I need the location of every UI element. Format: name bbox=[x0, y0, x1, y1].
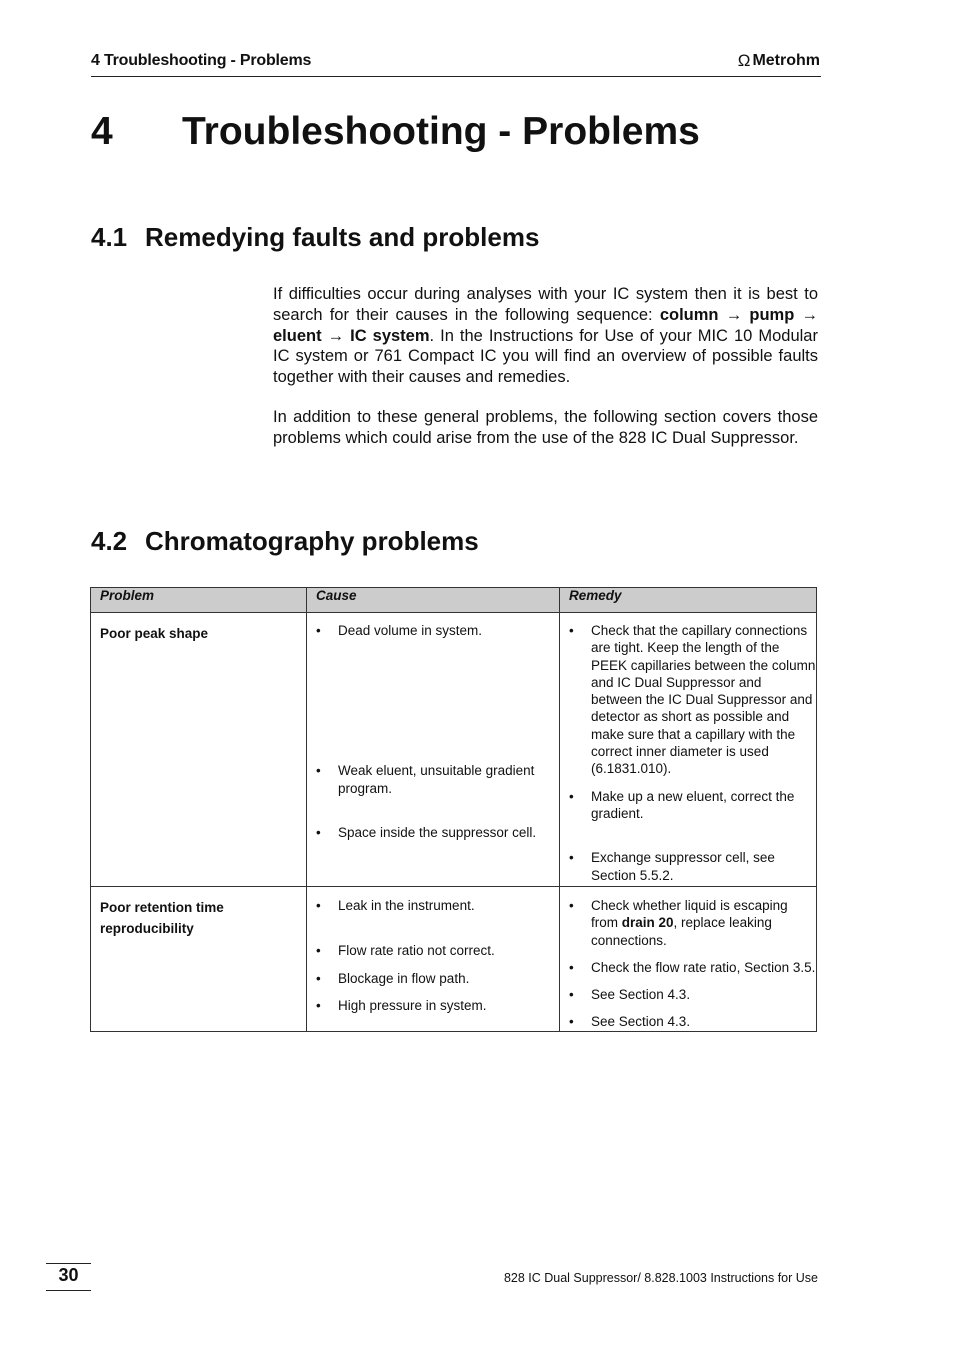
footer-divider bbox=[46, 1263, 91, 1264]
list-item: • High pressure in system. bbox=[316, 997, 487, 1013]
list-item: • Check whether liquid is escaping from drain 20, replace leaking connections. bbox=[569, 898, 788, 948]
table-header-row bbox=[91, 588, 817, 613]
section-heading-4-2 bbox=[91, 526, 479, 557]
table-row bbox=[91, 613, 817, 887]
list-item: • Blockage in flow path. bbox=[316, 970, 470, 986]
problem-cell: Poor retention time reproducibility bbox=[91, 887, 307, 1032]
intro-paragraph: If difficulties occur during analyses with your IC system then it is best to search for their causes in the following sequence: column → pump → eluent → IC system. In the Instructions for Use of your MIC 10 Modular IC system or 761 Compact IC you will find an overview of possible faults together with their causes and remedies. bbox=[273, 285, 819, 387]
list-item: • Make up a new eluent, correct the gradient. bbox=[569, 788, 795, 821]
list-item: • Leak in the instrument. bbox=[316, 898, 475, 913]
cause-cell bbox=[307, 613, 560, 887]
omega-icon: Ω bbox=[737, 51, 751, 70]
running-header: 4 Troubleshooting - Problems bbox=[91, 52, 312, 69]
general-problems-paragraph: In addition to these general problems, the following section covers those problems which could arise from the use of the 828 IC Dual Suppressor. bbox=[273, 408, 818, 447]
page-number: 30 bbox=[58, 1265, 79, 1285]
header-cause: Cause bbox=[307, 588, 560, 613]
footer-doc-title: 828 IC Dual Suppressor/ 8.828.1003 Instructions for Use bbox=[503, 1271, 818, 1285]
logo-text: Metrohm bbox=[752, 52, 820, 69]
remedy-cell bbox=[560, 613, 817, 887]
table-row bbox=[91, 887, 817, 1032]
section-title: Remedying faults and problems bbox=[145, 222, 540, 252]
list-item: • Check that the capillary connections are tight. Keep the length of the PEEK capillaries between the column and IC Dual Suppressor and between the IC Dual Suppressor and detector as short as possible and make sure that a capillary with the correct inner diameter is used (6.1831.010). bbox=[569, 623, 816, 777]
section-number: 4.2 bbox=[91, 526, 128, 556]
list-item: • Dead volume in system. bbox=[316, 623, 483, 638]
section-number: 4.1 bbox=[91, 222, 128, 252]
list-item: • Space inside the suppressor cell. bbox=[316, 824, 537, 840]
metrohm-logo bbox=[738, 51, 820, 71]
section-title: Chromatography problems bbox=[145, 526, 479, 556]
list-item: • Weak eluent, unsuitable gradient program. bbox=[316, 763, 535, 796]
cause-cell bbox=[307, 887, 560, 1032]
footer-divider bbox=[46, 1290, 91, 1291]
header-divider bbox=[91, 76, 821, 77]
list-item: • See Section 4.3. bbox=[569, 987, 691, 1003]
list-item: • See Section 4.3. bbox=[569, 1014, 691, 1030]
header-remedy: Remedy bbox=[560, 588, 817, 613]
remedy-cell bbox=[560, 887, 817, 1032]
list-item: • Check the flow rate ratio, Section 3.5. bbox=[569, 959, 816, 975]
section-heading-4-1 bbox=[91, 222, 539, 253]
chapter-heading: Troubleshooting - Problems bbox=[182, 110, 700, 153]
problem-cell: Poor peak shape bbox=[91, 613, 307, 887]
list-item: • Exchange suppressor cell, see Section 5.5.2. bbox=[569, 850, 775, 883]
list-item: • Flow rate ratio not correct. bbox=[316, 943, 495, 959]
header-problem: Problem bbox=[91, 588, 307, 613]
problems-table bbox=[90, 587, 817, 1032]
chapter-number: 4 bbox=[91, 110, 113, 153]
chapter-title bbox=[91, 110, 700, 154]
